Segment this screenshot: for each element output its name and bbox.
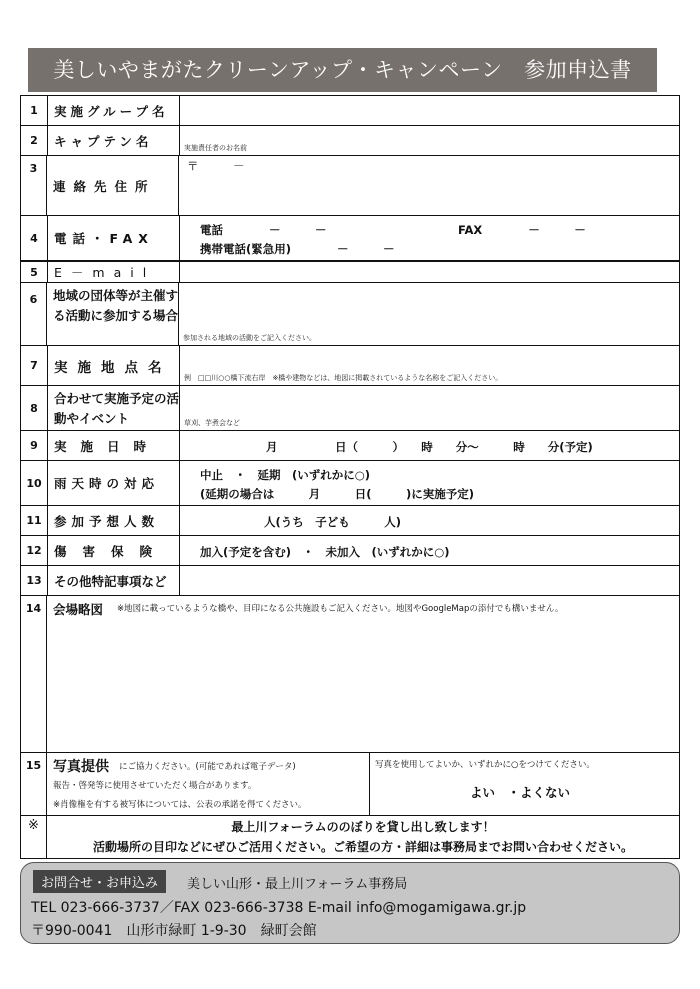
- phone-field[interactable]: [180, 216, 679, 260]
- notice-text: [47, 816, 679, 858]
- row-number: 6: [21, 283, 47, 345]
- hint-text: 参加される地域の活動をご記入ください。: [183, 334, 316, 342]
- location-field[interactable]: [180, 346, 679, 385]
- row-number: 4: [21, 216, 48, 260]
- contact-badge: お問合せ・お申込み: [33, 870, 166, 893]
- form-title: 美しいやまがたクリーンアップ・キャンペーン 参加申込書: [28, 48, 657, 92]
- row-number: 14: [21, 596, 47, 752]
- insurance-field[interactable]: [180, 536, 679, 565]
- notice-line-1: 最上川フォーラムののぼりを貸し出し致します！: [231, 820, 495, 834]
- email-field[interactable]: [180, 262, 679, 282]
- group-name-field[interactable]: [180, 96, 679, 125]
- phone-text: 電話 － －: [200, 223, 327, 237]
- datetime-text: 月 日（ ） 時 分～ 時 分(予定): [266, 440, 593, 454]
- notice-line-2: 活動場所の目印などにぜひご活用ください。ご希望の方・詳細は事務局までお問い合わせください。: [92, 840, 633, 854]
- row-number: 7: [21, 346, 48, 385]
- row-number: 11: [21, 506, 48, 535]
- row-captain: [21, 126, 679, 156]
- row-label: 参加予想人数: [48, 506, 180, 535]
- photo-usage: 報告・啓発等に使用させていただく場合があります。: [53, 781, 257, 791]
- row-label: 実施日時: [48, 431, 180, 460]
- venue-map-area[interactable]: [47, 596, 679, 752]
- events-field[interactable]: [180, 386, 679, 430]
- venue-map-label: 会場略図: [53, 602, 104, 617]
- row-notes: [21, 566, 679, 596]
- local-activity-field[interactable]: [179, 283, 679, 345]
- row-number: 10: [21, 461, 48, 505]
- row-number: 1: [21, 96, 48, 125]
- row-address: [21, 156, 679, 216]
- row-label: 地域の団体等が主催する活動に参加する場合: [47, 283, 179, 345]
- row-insurance: [21, 536, 679, 566]
- row-rain-plan: [21, 461, 679, 506]
- captain-field[interactable]: [180, 126, 679, 155]
- row-label: E－mail: [48, 262, 180, 282]
- fax-text: FAX － －: [458, 223, 586, 237]
- row-number: 9: [21, 431, 48, 460]
- row-label: 電話・FAX: [48, 216, 180, 260]
- row-label: キャプテン名: [48, 126, 180, 155]
- row-label: 実施グループ名: [48, 96, 180, 125]
- row-label: その他特記事項など: [48, 566, 180, 595]
- rain-plan-field[interactable]: [180, 461, 679, 505]
- row-label: 雨天時の対応: [48, 461, 180, 505]
- rain-options: 中止 ・ 延期 (いずれかに○): [200, 468, 371, 482]
- row-participants: [21, 506, 679, 536]
- application-form: [20, 95, 680, 859]
- row-datetime: [21, 431, 679, 461]
- row-number: 13: [21, 566, 48, 595]
- row-location: [21, 346, 679, 386]
- org-name: 美しい山形・最上川フォーラム事務局: [187, 877, 408, 892]
- hint-text: 草刈、芋煮会など: [184, 419, 240, 427]
- row-events: [21, 386, 679, 431]
- mobile-text: 携帯電話(緊急用) － －: [200, 242, 395, 256]
- row-banner-notice: [21, 816, 679, 858]
- row-number: 5: [21, 262, 48, 282]
- hint-text: 実施責任者のお名前: [184, 144, 247, 152]
- row-venue-map: [21, 596, 679, 753]
- address: 〒990-0041 山形市緑町 1-9-30 緑町会館: [31, 923, 317, 939]
- row-label: 連絡先住所: [47, 156, 179, 215]
- photo-permission-note: 写真を使用してよいか、いずれかに○をつけてください。: [375, 760, 595, 770]
- contact-footer: [20, 862, 680, 944]
- row-phone: [21, 216, 679, 261]
- row-photos: [21, 753, 679, 816]
- row-number: 2: [21, 126, 48, 155]
- row-label: 合わせて実施予定の活動やイベント: [48, 386, 180, 430]
- datetime-field[interactable]: [180, 431, 679, 460]
- postal-mark: 〒 －: [187, 159, 245, 173]
- photo-label: 写真提供: [53, 759, 109, 775]
- photo-request: にご協力ください。(可能であれば電子データ): [119, 762, 296, 772]
- row-group-name: [21, 96, 679, 126]
- hint-text: 例 □□川○○橋下流右岸 ※橋や建物などは、地図に掲載されているような名称をご記入ください。: [184, 374, 503, 382]
- row-number: 3: [21, 156, 47, 215]
- participants-field[interactable]: [180, 506, 679, 535]
- row-label: 傷害保険: [48, 536, 180, 565]
- photo-permission[interactable]: [370, 753, 679, 815]
- address-field[interactable]: [179, 156, 679, 215]
- row-local-activity: [21, 283, 679, 346]
- notes-field[interactable]: [180, 566, 679, 595]
- insurance-text: 加入(予定を含む) ・ 未加入 (いずれかに○): [200, 545, 450, 559]
- notice-mark: ※: [21, 816, 47, 858]
- row-number: 15: [21, 753, 47, 815]
- postpone-text: (延期の場合は 月 日( )に実施予定): [200, 487, 475, 501]
- row-number: 8: [21, 386, 48, 430]
- contact-info: TEL 023-666-3737／FAX 023-666-3738 E-mail info@mogamigawa.gr.jp: [31, 900, 527, 916]
- venue-map-note: ※地図に載っているような橋や、目印になる公共施設もご記入ください。地図やGoogleMapの添付でも構いません。: [117, 604, 564, 614]
- participants-text: 人(うち 子ども 人): [264, 515, 402, 529]
- row-email: [21, 261, 679, 283]
- photo-portrait-note: ※肖像権を有する被写体については、公表の承諾を得てください。: [53, 800, 307, 810]
- photo-options: よい ・よくない: [470, 785, 571, 800]
- row-number: 12: [21, 536, 48, 565]
- row-label: 実施地点名: [48, 346, 180, 385]
- photo-info: [47, 753, 370, 815]
